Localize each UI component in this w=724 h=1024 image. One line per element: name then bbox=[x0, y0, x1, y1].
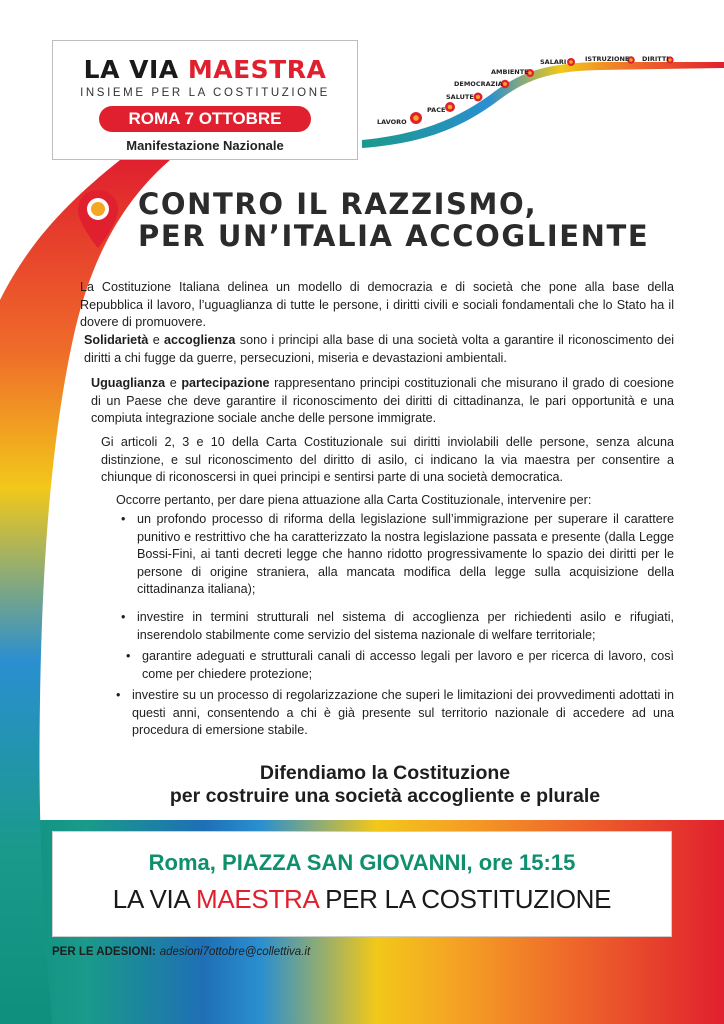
page-title: CONTRO IL RAZZISMO, PER UN’ITALIA ACCOGLIENTE bbox=[138, 187, 650, 253]
road-stop-ambiente: AMBIENTE bbox=[491, 68, 529, 76]
road-stop-salute: SALUTE bbox=[446, 93, 474, 101]
bullet-icon: • bbox=[121, 512, 126, 526]
road-pins bbox=[360, 40, 724, 140]
event-box bbox=[52, 831, 672, 937]
event-slogan: LA VIA MAESTRA PER LA COSTITUZIONE bbox=[112, 884, 612, 914]
logo-subtitle: INSIEME PER LA COSTITUZIONE bbox=[80, 87, 330, 99]
list-item: • garantire adeguati e strutturali canali di accesso legali per lavoro e per ricerca di lavoro, così come per chiedere protezione; bbox=[126, 649, 674, 681]
adesioni-email-link[interactable]: adesioni7ottobre@collettiva.it bbox=[159, 946, 311, 958]
paragraph-articoli: Gi articoli 2, 3 e 10 della Carta Costituzionale sui diritti inviolabili delle persone, senza alcuna distinzione, e sul riconoscimento del diritto di asilo, ci indicano la via maestra per consentire a chiunque di riconoscersi in quei principi e sentirsi parte di una società democratica. bbox=[101, 435, 674, 485]
header-box bbox=[52, 40, 358, 160]
road-stop-salari: SALARI bbox=[540, 58, 567, 66]
road-stop-istruzione: ISTRUZIONE bbox=[585, 55, 630, 63]
road-stop-diritti: DIRITTI bbox=[642, 55, 669, 63]
adesioni-footer bbox=[52, 946, 310, 958]
paragraph-intro: La Costituzione Italiana delinea un modello di democrazia e di società che pone alla base della Repubblica il lavoro, l’uguaglianza di tutte le persone, i diritti civili e sociali fondamentali che lo Stato ha il dovere di promuovere. bbox=[80, 280, 674, 330]
manifestazione-label: Manifestazione Nazionale bbox=[126, 138, 284, 153]
road-stop-democrazia: DEMOCRAZIA bbox=[454, 80, 503, 88]
location-pin-icon bbox=[76, 188, 120, 250]
road-stop-pace: PACE bbox=[427, 106, 446, 114]
logo-title: LA VIA MAESTRA bbox=[83, 55, 327, 84]
paragraph-solidarieta: Solidarietà e accoglienza sono i principi alla base di una società volta a garantire il riconoscimento dei diritti a chi fugge da guerre, persecuzioni, miseria e devastazioni ambientali. bbox=[84, 333, 674, 365]
road-stop-lavoro: LAVORO bbox=[377, 118, 407, 126]
event-date-badge: ROMA 7 OTTOBRE bbox=[99, 106, 311, 132]
closing-slogan: Difendiamo la Costituzione per costruire una società accogliente e plurale bbox=[169, 762, 601, 807]
list-item: • investire su un processo di regolarizzazione che superi le limitazioni dei provvedimenti adottati in questi anni, consentendo a chi è già presente sul territorio nazionale di accedere ad una procedura di emersione stabile. bbox=[116, 688, 674, 738]
list-item: • un profondo processo di riforma della legislazione sull’immigrazione per superare il carattere punitivo e restrittivo che ha caratterizzato la nostra legislazione passata e presente (dalla Legge Bossi-Fini, ai tanti decreti legge che hanno ridotto progressivamente lo spazio dei diritti per le persone di origine straniera, alla mancata modifica della legge sulla acquisizione della cittadinanza italiana); bbox=[121, 512, 674, 597]
bullet-icon: • bbox=[126, 649, 131, 663]
paragraph-uguaglianza: Uguaglianza e partecipazione rappresentano principi costituzionali che misurano il grado di coesione di un Paese che deve garantire il riconoscimento dei diritti di cittadinanza, le pari opportunità e una compiuta integrazione sociale anche delle persone immigrate. bbox=[91, 376, 674, 426]
pin-icon bbox=[410, 56, 674, 124]
event-location: Roma, PIAZZA SAN GIOVANNI, ore 15:15 bbox=[148, 850, 576, 875]
list-item: • investire in termini strutturali nel sistema di accoglienza per richiedenti asilo e rifugiati, inserendolo stabilmente come servizio del sistema nazionale di welfare territoriale; bbox=[121, 610, 674, 642]
bullet-icon: • bbox=[121, 610, 126, 624]
bullet-icon: • bbox=[116, 688, 121, 702]
adesioni-label: PER LE ADESIONI: bbox=[52, 946, 156, 958]
paragraph-occorre: Occorre pertanto, per dare piena attuazione alla Carta Costituzionale, intervenire per: bbox=[116, 493, 592, 507]
